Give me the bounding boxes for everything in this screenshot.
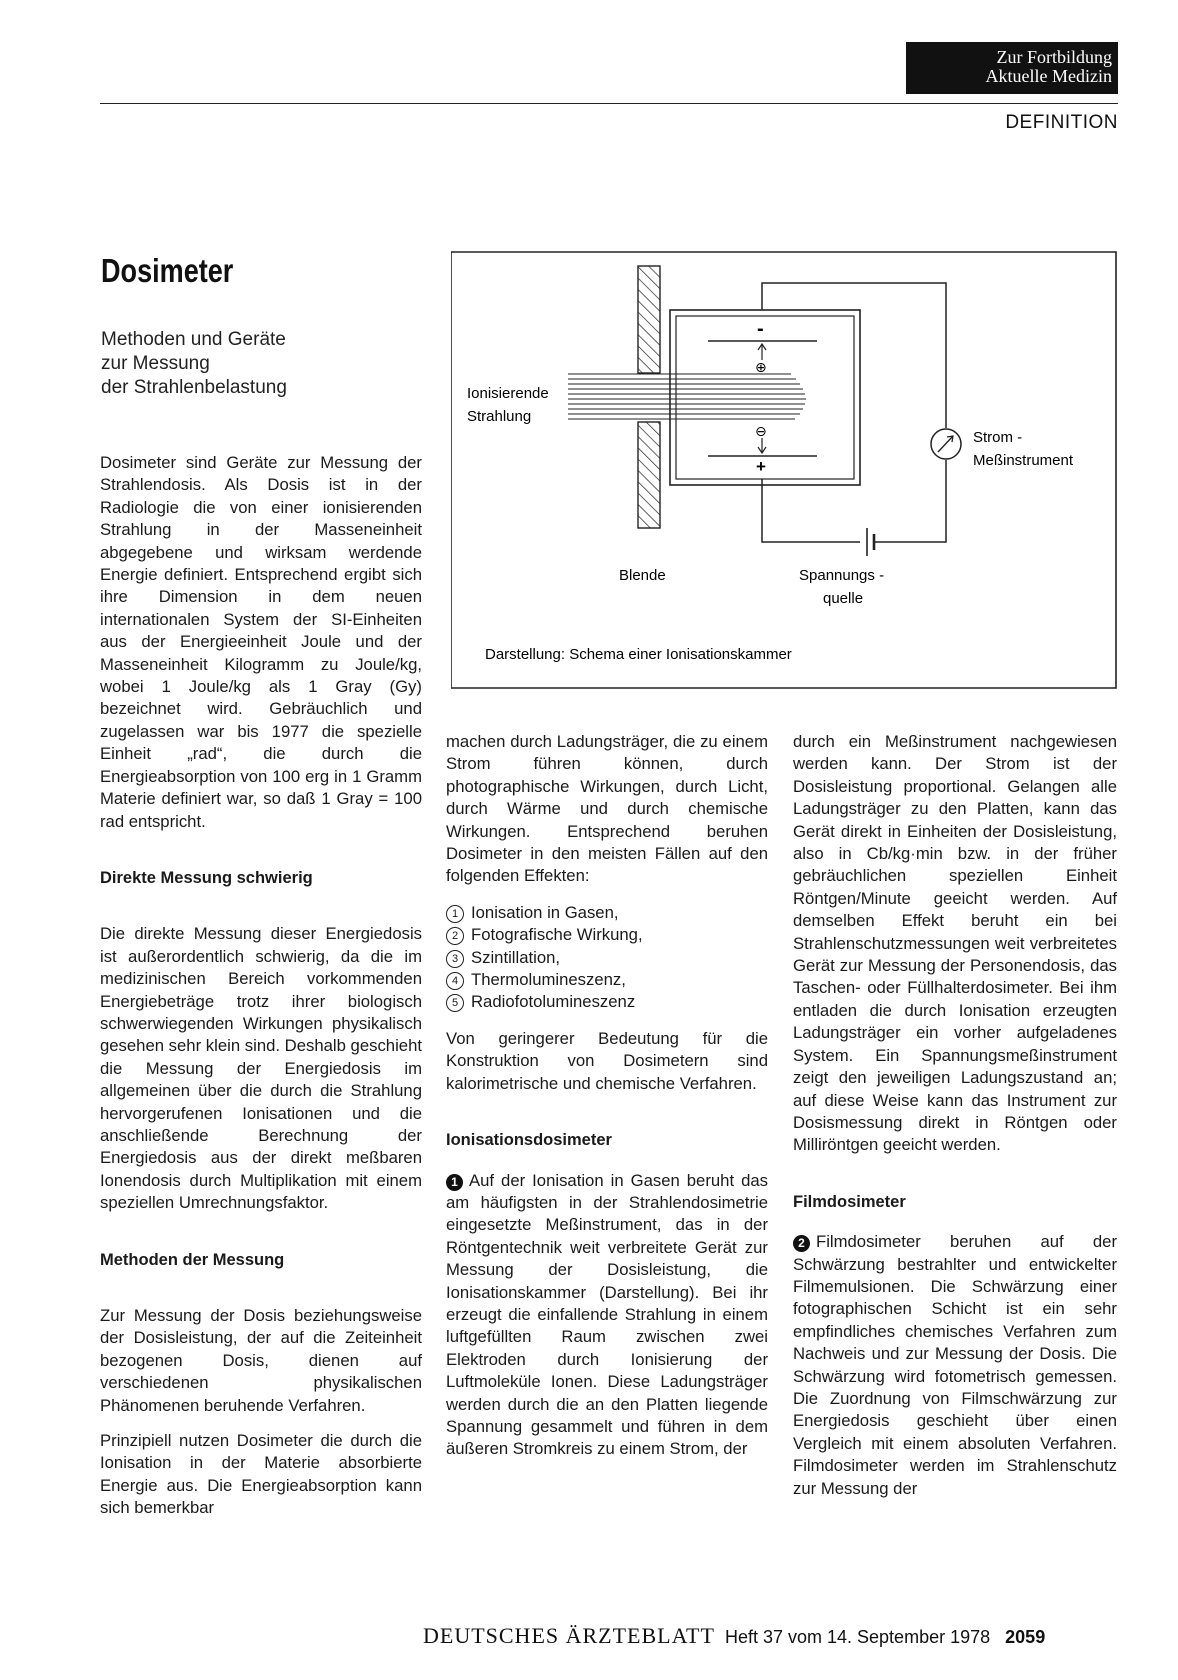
intro-paragraph: Dosimeter sind Geräte zur Messung der Strahlendosis. Als Dosis ist in der Radiologie die von einer ionisierenden Strahlung in der Masseneinheit abgegebene und wirksam werdende Energie definiert. Entsprechend ergibt sich ihre Dimension in dem neuen internationalen System der SI-Einheiten aus der Energieeinheit Joule und der Masseneinheit Kilogramm zu Joule/kg, wobei 1 Joule/kg als 1 Gray (Gy) bezeichnet wird. Gebräuchlich und zugelassen war bis 1977 die spezielle Einheit „rad“, die durch die Energieabsorption von 100 erg in 1 Gramm Materie definiert war, so daß 1 Gray = 100 rad entspricht.	[100, 453, 422, 831]
heading-film-dosimeter: Filmdosimeter	[793, 1192, 906, 1211]
paragraph-effects: machen durch Ladungsträger, die zu einem Strom führen können, durch photographische Wirkungen, durch Licht, durch Wärme und durch chemische Wirkungen. Entsprechend beruhen Dosimeter in den meisten Fällen auf den folgenden Effekten:	[446, 732, 768, 886]
paragraph-direct-measurement: Die direkte Messung dieser Energiedosis ist außerordentlich schwierig, da die im medizinischen Bereich vorkommenden Energiebeträge trotz ihrer biologisch schwerwiegenden Wirkungen physikalisch gesehen sehr klein sind. Deshalb geschieht die Messung der Energiedosis im allgemeinen über die durch die Strahlung hervorgerufenen Ionisationen und die anschließende Berechnung der Energiedosis aus der direkt meßbaren Ionendosis durch Multiplikation mit einem speziellen Umrechnungsfaktor.	[100, 924, 422, 1213]
heading-ionization-dosimeter: Ionisationsdosimeter	[446, 1131, 612, 1150]
list-item	[446, 969, 768, 991]
radiation-beam	[568, 374, 806, 419]
section-label: DEFINITION	[1005, 112, 1118, 133]
effects-list	[446, 902, 768, 1014]
page-number: 2059	[1005, 1627, 1046, 1647]
list-item	[446, 947, 768, 969]
list-item	[446, 991, 768, 1013]
figure-caption: Darstellung: Schema einer Ionisationskammer	[485, 646, 792, 663]
figure-frame	[451, 252, 1116, 688]
subtitle-line-3: der Strahlenbelastung	[101, 377, 287, 398]
column-3	[793, 731, 1117, 1500]
heading-direct-measurement: Direkte Messung schwierig	[100, 868, 313, 887]
label-source-1: Spannungs -	[799, 567, 885, 584]
article-subtitle	[101, 328, 421, 400]
issue-info: Heft 37 vom 14. September 1978	[724, 1627, 991, 1647]
category-tag-line-2: Aktuelle Medizin	[985, 66, 1112, 86]
sign-minus-top: -	[757, 318, 764, 340]
section-bullet-1: 1	[446, 1174, 463, 1191]
label-meter-1: Strom -	[973, 429, 1023, 446]
subtitle-line-2: zur Messung	[101, 353, 210, 374]
label-source-2: quelle	[823, 590, 864, 607]
heading-measurement-methods: Methoden der Messung	[100, 1250, 285, 1269]
paragraph-ionization: 1 Auf der Ionisation in Gasen beruht das am häufigsten in der Strahlendosimetrie eingesetzte Meßinstrument, das in der Röntgentechnik weit verbreitete Gerät zur Messung der Dosisleistung, die Ionisationskammer (Darstellung). Bei ihr erzeugt die einfallende Strahlung in einem luftgefüllten Raum zwischen zwei Elektroden durch Ionisierung der Luftmoleküle Ionen. Diese Ladungsträger werden durch die an den Platten liegende Spannung gesammelt und führen in dem äußeren Stromkreis zu einem Strom, der	[446, 1170, 768, 1459]
paragraph-methods: Zur Messung der Dosis beziehungsweise der Dosisleistung, der auf die Zeiteinheit bezogenen Dosis, dienen auf verschiedenen physikalischen Phänomenen beruhende Verfahren.	[100, 1306, 422, 1415]
paragraph-film: 2 Filmdosimeter beruhen auf der Schwärzung bestrahlter und entwickelter Filmemulsionen. Die Schwärzung einer fotographischen Schicht ist ein sehr empfindliches chemisches Verfahren zum Nachweis und zur Messung der Dosis. Die Schwärzung wird fotometrisch gemessen. Die Zuordnung von Filmschwärzung zur Energiedosis geschieht über einen Vergleich mit einem absoluten Verfahren. Filmdosimeter werden im Strahlenschutz zur Messung der	[793, 1232, 1117, 1498]
sign-plus-bottom: +	[756, 457, 766, 476]
header-rule	[100, 103, 1118, 104]
paragraph-principle: Prinzipiell nutzen Dosimeter die durch die Ionisation in der Materie absorbierte Energie aus. Die Energieabsorption kann sich bemerkbar	[100, 1431, 422, 1518]
category-tag-line-1: Zur Fortbildung	[996, 47, 1112, 67]
column-2	[446, 731, 768, 1461]
page-footer	[423, 1623, 1118, 1649]
column-1	[100, 452, 422, 1520]
section-bullet-2: 2	[793, 1235, 810, 1252]
sign-plus-ion: ⊕	[755, 360, 767, 376]
category-tag	[906, 42, 1118, 94]
list-number: 2	[446, 927, 464, 945]
aperture-lower	[638, 422, 660, 528]
list-item-text: Thermolumineszenz,	[471, 970, 626, 990]
label-meter-2: Meßinstrument	[973, 452, 1074, 469]
list-number: 5	[446, 994, 464, 1012]
aperture-upper	[638, 266, 660, 373]
list-item-text: Ionisation in Gasen,	[471, 902, 619, 922]
paragraph-calorimetric: Von geringerer Bedeutung für die Konstruktion von Dosimetern sind kalorimetrische und chemische Verfahren.	[446, 1028, 768, 1093]
sign-minus-ion: ⊖	[755, 424, 767, 440]
ionization-chamber-figure	[451, 250, 1118, 690]
journal-name: DEUTSCHES ÄRZTEBLATT	[423, 1623, 715, 1648]
label-radiation-2: Strahlung	[467, 408, 532, 425]
label-radiation-1: Ionisierende	[467, 385, 549, 402]
list-item	[446, 902, 768, 924]
list-number: 3	[446, 950, 464, 968]
list-item	[446, 924, 768, 946]
list-item-text: Fotografische Wirkung,	[471, 925, 643, 945]
article-title: Dosimeter	[101, 252, 234, 289]
list-number: 4	[446, 972, 464, 990]
list-item-text: Radiofotolumineszenz	[471, 992, 636, 1012]
list-number: 1	[446, 905, 464, 923]
label-aperture: Blende	[619, 567, 666, 584]
subtitle-line-1: Methoden und Geräte	[101, 329, 286, 350]
list-item-text: Szintillation,	[471, 947, 561, 967]
paragraph-current-meter: durch ein Meßinstrument nachgewiesen werden kann. Der Strom ist der Dosisleistung proportional. Gelangen alle Ladungsträger zu den Platten, kann das Gerät direkt in Einheiten der Dosisleistung, also in Cb/kg·min bzw. in der früher gebräuchlichen speziellen Einheit Röntgen/Minute geeicht werden. Auf demselben Effekt beruht ein bei Strahlenschutzmessungen weit verbreitetes Gerät zur Messung der Personendosis, das Taschen- oder Füllhalterdosimeter. Bei ihm entladen die durch Ionisation erzeugten Ladungsträger ein vorher aufgeladenes System. Ein Spannungsmeßinstrument zeigt den jeweiligen Ladungszustand an; auf diese Weise kann das Instrument zur Dosismessung direkt in Röntgen oder Milliröntgen geeicht werden.	[793, 732, 1117, 1155]
